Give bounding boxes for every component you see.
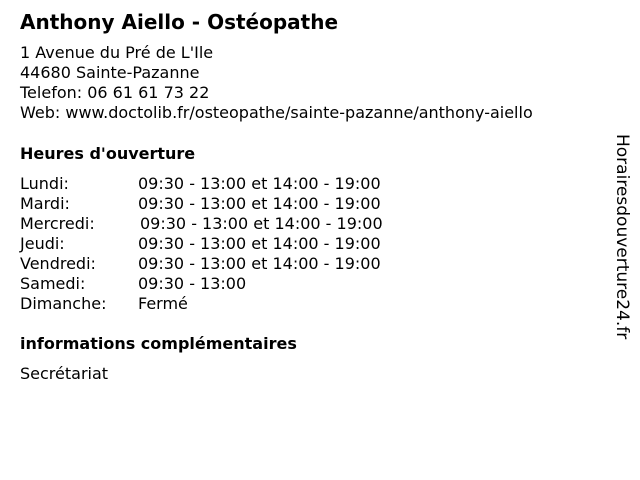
day-label: Samedi: [20,274,86,293]
opening-hours-heading: Heures d'ouverture [20,144,196,163]
day-label: Jeudi: [20,234,65,253]
day-hours: 09:30 - 13:00 et 14:00 - 19:00 [140,214,383,233]
day-hours: Fermé [138,294,188,313]
address-line-street: 1 Avenue du Pré de L'Ile [20,43,214,62]
day-label: Dimanche: [20,294,107,313]
day-label: Lundi: [20,174,69,193]
day-hours: 09:30 - 13:00 et 14:00 - 19:00 [138,254,381,273]
website-link: Web: www.doctolib.fr/osteopathe/sainte-pazanne/anthony-aiello [20,103,533,122]
day-label: Mardi: [20,194,70,213]
address-block [20,43,533,123]
day-label: Mercredi: [20,214,95,233]
additional-info-text: Secrétariat [20,364,109,383]
page-title: Anthony Aiello - Ostéopathe [20,10,339,34]
day-label: Vendredi: [20,254,96,273]
day-hours: 09:30 - 13:00 et 14:00 - 19:00 [138,194,381,213]
address-line-city: 44680 Sainte-Pazanne [20,63,200,82]
additional-info-heading: informations complémentaires [20,334,297,353]
phone-number: Telefon: 06 61 61 73 22 [20,83,210,102]
site-watermark: Horairesdouverture24.fr [612,134,632,340]
day-hours: 09:30 - 13:00 et 14:00 - 19:00 [138,174,381,193]
day-hours: 09:30 - 13:00 et 14:00 - 19:00 [138,234,381,253]
day-hours: 09:30 - 13:00 [138,274,247,293]
